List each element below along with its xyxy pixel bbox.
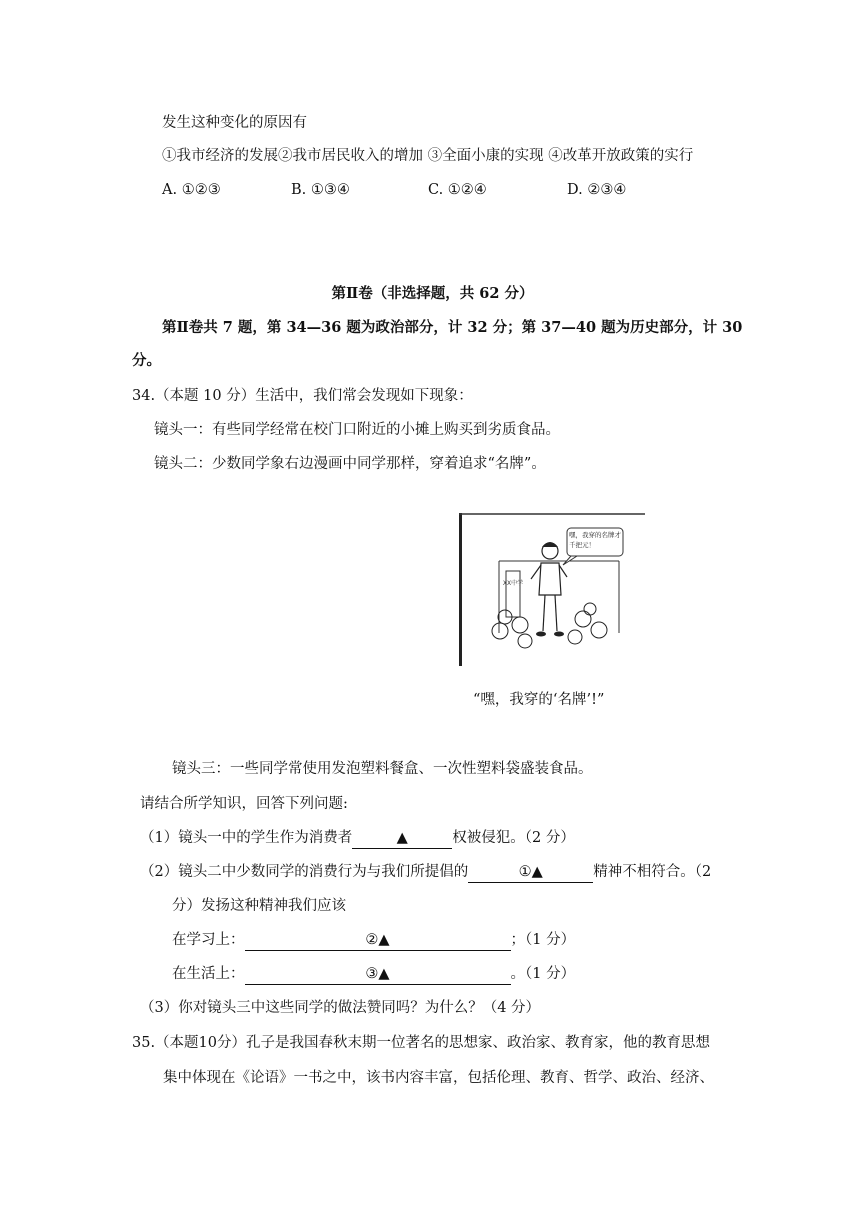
q34-sub1-blank[interactable]: ▲ (352, 828, 452, 849)
q34-sub1 (140, 828, 575, 849)
q34-scene1: 镜头一：有些同学经常在校门口附近的小摊上购买到劣质食品。 (154, 422, 560, 438)
q33-statements: ①我市经济的发展②我市居民收入的增加 ③全面小康的实现 ④改革开放政策的实行 (162, 148, 694, 164)
q34-scene3: 镜头三：一些同学常使用发泡塑料餐盒、一次性塑料袋盛装食品。 (172, 761, 593, 777)
section2-desc-line1: 第Ⅱ卷共 7 题，第 34—36 题为政治部分，计 32 分；第 37—40 题为历史部分，计 30 (162, 319, 743, 336)
q34-sub1-text: （1）镜头一中的学生作为消费者 (140, 830, 353, 846)
q34-scene2: 镜头二：少数同学象右边漫画中同学那样，穿着追求“名牌”。 (154, 456, 546, 472)
q34-sub2-after: 精神不相符合。（2 (593, 864, 712, 880)
q33-option-d: D. ②③④ (567, 182, 627, 198)
q33-option-c: C. ①②④ (428, 182, 487, 198)
q34-prompt: 请结合所学知识，回答下列问题: (140, 796, 348, 812)
q35-line1: 35.（本题10分）孔子是我国春秋末期一位著名的思想家、政治家、教育家，他的教育思想 (132, 1035, 711, 1051)
q34-sub3: （3）你对镜头三中这些同学的做法赞同吗？为什么？（4 分） (140, 1000, 541, 1016)
cartoon-sign-text: XX中学 (502, 580, 524, 587)
q33-option-b: B. ①③④ (291, 182, 350, 198)
cartoon-illustration (459, 513, 645, 666)
cartoon-caption: “嘿，我穿的‘名牌’!” (473, 692, 605, 708)
q34-intro: 34.（本题 10 分）生活中，我们常会发现如下现象： (132, 388, 473, 404)
life-blank[interactable]: ③▲ (245, 964, 511, 985)
study-label: 在学习上： (172, 932, 245, 948)
life-label: 在生活上： (172, 966, 245, 982)
q33-reason-line: 发生这种变化的原因有 (162, 115, 307, 131)
q34-sub2-life (172, 964, 575, 985)
q34-sub2-text: （2）镜头二中少数同学的消费行为与我们所提倡的 (140, 864, 469, 880)
study-blank[interactable]: ②▲ (245, 930, 511, 951)
section2-desc-line2: 分。 (132, 352, 161, 369)
q34-sub2-blank1[interactable]: ①▲ (468, 862, 593, 883)
q34-sub1-after: 权被侵犯。（2 分） (452, 830, 575, 846)
q35-line2: 集中体现在《论语》一书之中，该书内容丰富，包括伦理、教育、哲学、政治、经济、 (163, 1070, 714, 1086)
q34-sub2-study (172, 930, 575, 951)
q33-option-a: A. ①②③ (162, 182, 221, 198)
study-after: ；（1 分） (510, 932, 576, 948)
q34-sub2 (140, 862, 711, 883)
cartoon-speech-text: 嘿，我穿的名牌才千把元！ (569, 531, 621, 549)
section2-title: 第Ⅱ卷（非选择题，共 62 分） (331, 285, 534, 302)
life-after: 。（1 分） (510, 966, 576, 982)
q34-sub2-cont: 分）发扬这种精神我们应该 (172, 898, 346, 914)
